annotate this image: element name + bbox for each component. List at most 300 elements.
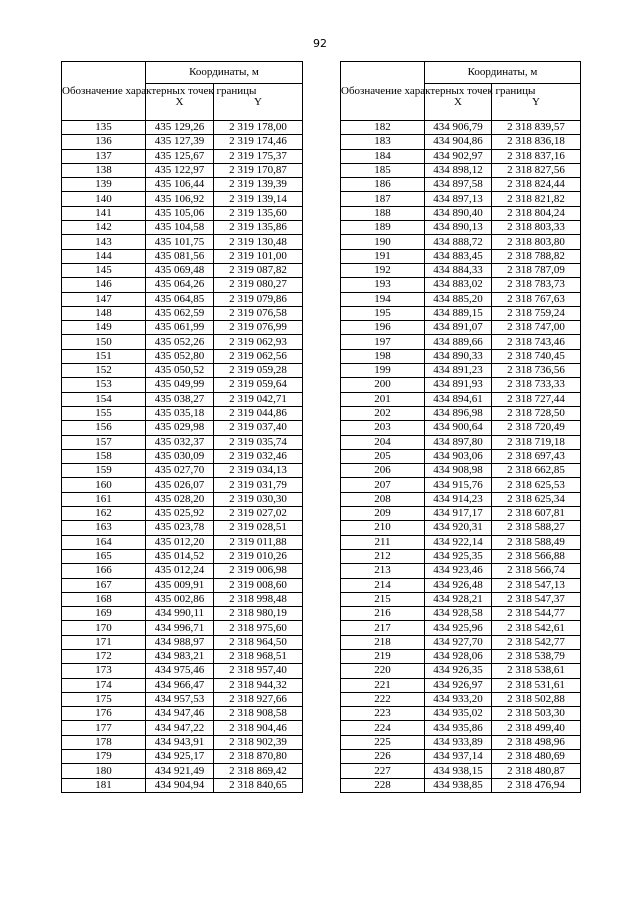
y-coordinate-cell: 2 318 480,69	[492, 750, 581, 764]
point-number-cell: 178	[62, 735, 146, 749]
point-number-cell: 136	[62, 135, 146, 149]
y-coordinate-cell: 2 318 804,24	[492, 206, 581, 220]
x-coordinate-cell: 434 933,89	[425, 735, 492, 749]
point-number-cell: 171	[62, 635, 146, 649]
point-number-cell: 150	[62, 335, 146, 349]
y-coordinate-cell: 2 319 087,82	[214, 263, 303, 277]
table-row	[341, 392, 581, 406]
coordinates-header: Координаты, м	[146, 62, 303, 84]
point-number-cell: 206	[341, 464, 425, 478]
table-row	[62, 578, 303, 592]
x-coordinate-cell: 435 028,20	[146, 492, 214, 506]
y-coordinate-cell: 2 318 566,88	[492, 549, 581, 563]
y-column-header: Y	[492, 84, 581, 121]
table-row	[341, 750, 581, 764]
y-coordinate-cell: 2 319 062,56	[214, 349, 303, 363]
table-row	[62, 764, 303, 778]
table-row	[341, 778, 581, 792]
point-number-cell: 211	[341, 535, 425, 549]
table-row	[341, 349, 581, 363]
table-row	[62, 121, 303, 135]
y-coordinate-cell: 2 319 139,39	[214, 178, 303, 192]
y-coordinate-cell: 2 319 042,71	[214, 392, 303, 406]
y-coordinate-cell: 2 318 840,65	[214, 778, 303, 792]
table-row	[341, 449, 581, 463]
x-coordinate-cell: 434 890,13	[425, 221, 492, 235]
x-coordinate-cell: 435 002,86	[146, 592, 214, 606]
table-row	[341, 121, 581, 135]
y-coordinate-cell: 2 319 059,64	[214, 378, 303, 392]
point-number-cell: 142	[62, 221, 146, 235]
point-number-cell: 220	[341, 664, 425, 678]
x-coordinate-cell: 434 966,47	[146, 678, 214, 692]
x-coordinate-cell: 434 937,14	[425, 750, 492, 764]
point-number-cell: 222	[341, 692, 425, 706]
table-row	[341, 578, 581, 592]
y-coordinate-cell: 2 318 803,33	[492, 221, 581, 235]
point-number-cell: 217	[341, 621, 425, 635]
point-number-cell: 227	[341, 764, 425, 778]
point-number-cell: 139	[62, 178, 146, 192]
x-coordinate-cell: 435 129,26	[146, 121, 214, 135]
x-coordinate-cell: 434 928,58	[425, 607, 492, 621]
y-coordinate-cell: 2 318 904,46	[214, 721, 303, 735]
x-coordinate-cell: 434 988,97	[146, 635, 214, 649]
y-coordinate-cell: 2 319 008,60	[214, 578, 303, 592]
table-row	[341, 521, 581, 535]
y-coordinate-cell: 2 318 476,94	[492, 778, 581, 792]
y-coordinate-cell: 2 318 968,51	[214, 649, 303, 663]
x-coordinate-cell: 434 933,20	[425, 692, 492, 706]
point-number-cell: 193	[341, 278, 425, 292]
x-coordinate-cell: 434 921,49	[146, 764, 214, 778]
point-number-cell: 183	[341, 135, 425, 149]
table-row	[341, 721, 581, 735]
x-coordinate-cell: 434 938,85	[425, 778, 492, 792]
table-row	[62, 249, 303, 263]
y-coordinate-cell: 2 319 170,87	[214, 163, 303, 177]
y-coordinate-cell: 2 319 135,60	[214, 206, 303, 220]
point-number-cell: 208	[341, 492, 425, 506]
point-number-cell: 186	[341, 178, 425, 192]
point-number-cell: 149	[62, 321, 146, 335]
point-number-cell: 192	[341, 263, 425, 277]
x-coordinate-cell: 435 049,99	[146, 378, 214, 392]
x-coordinate-cell: 434 925,96	[425, 621, 492, 635]
point-number-cell: 172	[62, 649, 146, 663]
table-row	[62, 692, 303, 706]
point-number-cell: 194	[341, 292, 425, 306]
y-coordinate-cell: 2 318 783,73	[492, 278, 581, 292]
x-coordinate-cell: 434 923,46	[425, 564, 492, 578]
table-row	[62, 278, 303, 292]
point-number-cell: 137	[62, 149, 146, 163]
point-number-cell: 207	[341, 478, 425, 492]
point-number-cell: 180	[62, 764, 146, 778]
table-row	[341, 478, 581, 492]
x-coordinate-cell: 434 990,11	[146, 607, 214, 621]
x-coordinate-cell: 435 014,52	[146, 549, 214, 563]
y-coordinate-cell: 2 318 980,19	[214, 607, 303, 621]
y-coordinate-cell: 2 318 480,87	[492, 764, 581, 778]
x-coordinate-cell: 435 101,75	[146, 235, 214, 249]
point-number-cell: 184	[341, 149, 425, 163]
y-coordinate-cell: 2 318 736,56	[492, 364, 581, 378]
y-coordinate-cell: 2 318 697,43	[492, 449, 581, 463]
point-number-cell: 143	[62, 235, 146, 249]
point-number-cell: 213	[341, 564, 425, 578]
point-number-cell: 135	[62, 121, 146, 135]
x-coordinate-cell: 434 917,17	[425, 507, 492, 521]
y-coordinate-cell: 2 319 079,86	[214, 292, 303, 306]
y-coordinate-cell: 2 318 788,82	[492, 249, 581, 263]
y-coordinate-cell: 2 318 944,32	[214, 678, 303, 692]
coordinates-header: Координаты, м	[425, 62, 581, 84]
y-coordinate-cell: 2 318 588,49	[492, 535, 581, 549]
x-coordinate-cell: 434 925,35	[425, 549, 492, 563]
table-row	[341, 235, 581, 249]
table-row	[62, 263, 303, 277]
y-coordinate-cell: 2 319 178,00	[214, 121, 303, 135]
x-coordinate-cell: 435 038,27	[146, 392, 214, 406]
y-coordinate-cell: 2 318 625,34	[492, 492, 581, 506]
table-row	[62, 635, 303, 649]
y-coordinate-cell: 2 318 787,09	[492, 263, 581, 277]
x-coordinate-cell: 434 926,48	[425, 578, 492, 592]
table-row	[62, 735, 303, 749]
x-coordinate-cell: 435 061,99	[146, 321, 214, 335]
point-number-cell: 144	[62, 249, 146, 263]
x-coordinate-cell: 435 106,92	[146, 192, 214, 206]
table-row	[62, 750, 303, 764]
x-coordinate-cell: 434 996,71	[146, 621, 214, 635]
y-coordinate-cell: 2 318 767,63	[492, 292, 581, 306]
point-number-cell: 152	[62, 364, 146, 378]
y-coordinate-cell: 2 319 010,26	[214, 549, 303, 563]
y-coordinate-cell: 2 318 908,58	[214, 707, 303, 721]
x-coordinate-cell: 435 052,26	[146, 335, 214, 349]
table-row	[62, 607, 303, 621]
point-number-cell: 156	[62, 421, 146, 435]
y-coordinate-cell: 2 319 130,48	[214, 235, 303, 249]
table-row	[341, 421, 581, 435]
table-row	[62, 464, 303, 478]
point-number-cell: 204	[341, 435, 425, 449]
point-number-cell: 167	[62, 578, 146, 592]
x-coordinate-cell: 435 012,24	[146, 564, 214, 578]
y-coordinate-cell: 2 318 727,44	[492, 392, 581, 406]
table-row	[62, 778, 303, 792]
x-coordinate-cell: 434 888,72	[425, 235, 492, 249]
point-number-cell: 195	[341, 306, 425, 320]
point-number-cell: 198	[341, 349, 425, 363]
table-row	[341, 592, 581, 606]
point-number-cell: 191	[341, 249, 425, 263]
table-body-left	[62, 121, 303, 793]
point-number-cell: 155	[62, 406, 146, 420]
table-row	[62, 664, 303, 678]
table-row	[62, 378, 303, 392]
point-number-cell: 163	[62, 521, 146, 535]
x-coordinate-cell: 434 947,46	[146, 707, 214, 721]
point-number-cell: 153	[62, 378, 146, 392]
point-number-cell: 164	[62, 535, 146, 549]
y-coordinate-cell: 2 318 542,77	[492, 635, 581, 649]
y-coordinate-cell: 2 319 139,14	[214, 192, 303, 206]
x-coordinate-cell: 435 027,70	[146, 464, 214, 478]
x-coordinate-cell: 435 064,85	[146, 292, 214, 306]
table-row	[341, 406, 581, 420]
table-row	[341, 707, 581, 721]
point-designation-header: Обозначение характерных точек границы	[62, 62, 146, 121]
table-row	[62, 535, 303, 549]
point-number-cell: 179	[62, 750, 146, 764]
table-row	[62, 592, 303, 606]
y-coordinate-cell: 2 318 503,30	[492, 707, 581, 721]
y-coordinate-cell: 2 318 531,61	[492, 678, 581, 692]
table-row	[341, 292, 581, 306]
x-coordinate-cell: 434 957,53	[146, 692, 214, 706]
table-row	[62, 192, 303, 206]
x-coordinate-cell: 434 935,86	[425, 721, 492, 735]
point-number-cell: 158	[62, 449, 146, 463]
x-coordinate-cell: 434 975,46	[146, 664, 214, 678]
table-row	[62, 449, 303, 463]
x-coordinate-cell: 434 889,15	[425, 306, 492, 320]
table-row	[341, 649, 581, 663]
point-number-cell: 216	[341, 607, 425, 621]
y-coordinate-cell: 2 319 080,27	[214, 278, 303, 292]
table-row	[62, 349, 303, 363]
table-row	[62, 707, 303, 721]
y-coordinate-cell: 2 319 028,51	[214, 521, 303, 535]
table-row	[341, 149, 581, 163]
point-number-cell: 168	[62, 592, 146, 606]
table-row	[341, 507, 581, 521]
y-coordinate-cell: 2 319 044,86	[214, 406, 303, 420]
table-row	[62, 163, 303, 177]
point-number-cell: 214	[341, 578, 425, 592]
y-coordinate-cell: 2 318 566,74	[492, 564, 581, 578]
x-coordinate-cell: 434 915,76	[425, 478, 492, 492]
y-coordinate-cell: 2 319 076,58	[214, 306, 303, 320]
y-coordinate-cell: 2 319 034,13	[214, 464, 303, 478]
coordinates-table-right	[340, 61, 581, 793]
y-coordinate-cell: 2 318 607,81	[492, 507, 581, 521]
point-number-cell: 160	[62, 478, 146, 492]
y-coordinate-cell: 2 318 821,82	[492, 192, 581, 206]
table-row	[62, 321, 303, 335]
table-row	[62, 564, 303, 578]
y-coordinate-cell: 2 318 964,50	[214, 635, 303, 649]
table-row	[341, 335, 581, 349]
point-number-cell: 197	[341, 335, 425, 349]
y-coordinate-cell: 2 319 174,46	[214, 135, 303, 149]
x-coordinate-cell: 434 890,40	[425, 206, 492, 220]
y-coordinate-cell: 2 318 747,00	[492, 321, 581, 335]
table-row	[341, 192, 581, 206]
point-designation-header: Обозначение характерных точек границы	[341, 62, 425, 121]
point-number-cell: 148	[62, 306, 146, 320]
y-coordinate-cell: 2 318 547,37	[492, 592, 581, 606]
table-row	[341, 163, 581, 177]
table-row	[62, 306, 303, 320]
table-row	[341, 678, 581, 692]
y-coordinate-cell: 2 319 059,28	[214, 364, 303, 378]
x-coordinate-cell: 434 891,93	[425, 378, 492, 392]
table-row	[62, 335, 303, 349]
point-number-cell: 157	[62, 435, 146, 449]
y-coordinate-cell: 2 319 076,99	[214, 321, 303, 335]
table-row	[62, 678, 303, 692]
y-coordinate-cell: 2 319 175,37	[214, 149, 303, 163]
point-number-cell: 226	[341, 750, 425, 764]
table-row	[341, 135, 581, 149]
point-number-cell: 175	[62, 692, 146, 706]
y-coordinate-cell: 2 318 743,46	[492, 335, 581, 349]
y-coordinate-cell: 2 318 544,77	[492, 607, 581, 621]
y-coordinate-cell: 2 318 836,18	[492, 135, 581, 149]
x-coordinate-cell: 435 035,18	[146, 406, 214, 420]
x-coordinate-cell: 434 890,33	[425, 349, 492, 363]
y-coordinate-cell: 2 318 625,53	[492, 478, 581, 492]
table-row	[341, 621, 581, 635]
x-coordinate-cell: 435 104,58	[146, 221, 214, 235]
point-number-cell: 173	[62, 664, 146, 678]
table-row	[341, 535, 581, 549]
x-coordinate-cell: 434 903,06	[425, 449, 492, 463]
point-number-cell: 140	[62, 192, 146, 206]
point-number-cell: 189	[341, 221, 425, 235]
x-coordinate-cell: 435 023,78	[146, 521, 214, 535]
table-row	[62, 507, 303, 521]
point-number-cell: 169	[62, 607, 146, 621]
x-coordinate-cell: 434 928,21	[425, 592, 492, 606]
table-row	[341, 735, 581, 749]
x-coordinate-cell: 434 891,07	[425, 321, 492, 335]
y-coordinate-cell: 2 318 870,80	[214, 750, 303, 764]
x-coordinate-cell: 435 052,80	[146, 349, 214, 363]
x-coordinate-cell: 434 897,13	[425, 192, 492, 206]
table-row	[341, 635, 581, 649]
x-coordinate-cell: 434 908,98	[425, 464, 492, 478]
point-number-cell: 170	[62, 621, 146, 635]
table-row	[62, 206, 303, 220]
point-number-cell: 177	[62, 721, 146, 735]
coordinates-table-left	[61, 61, 303, 793]
table-row	[62, 492, 303, 506]
table-row	[341, 378, 581, 392]
x-coordinate-cell: 434 914,23	[425, 492, 492, 506]
table-row	[341, 435, 581, 449]
y-coordinate-cell: 2 318 538,79	[492, 649, 581, 663]
point-number-cell: 212	[341, 549, 425, 563]
x-coordinate-cell: 435 026,07	[146, 478, 214, 492]
point-number-cell: 154	[62, 392, 146, 406]
point-number-cell: 147	[62, 292, 146, 306]
y-coordinate-cell: 2 318 499,40	[492, 721, 581, 735]
table-row	[62, 478, 303, 492]
y-coordinate-cell: 2 318 538,61	[492, 664, 581, 678]
x-coordinate-cell: 435 105,06	[146, 206, 214, 220]
point-number-cell: 141	[62, 206, 146, 220]
x-coordinate-cell: 434 883,02	[425, 278, 492, 292]
table-row	[341, 664, 581, 678]
y-coordinate-cell: 2 319 037,40	[214, 421, 303, 435]
x-coordinate-cell: 434 906,79	[425, 121, 492, 135]
table-row	[341, 364, 581, 378]
y-coordinate-cell: 2 319 031,79	[214, 478, 303, 492]
point-number-cell: 176	[62, 707, 146, 721]
x-coordinate-cell: 435 029,98	[146, 421, 214, 435]
x-coordinate-cell: 434 943,91	[146, 735, 214, 749]
point-number-cell: 161	[62, 492, 146, 506]
x-coordinate-cell: 434 897,58	[425, 178, 492, 192]
point-number-cell: 188	[341, 206, 425, 220]
point-number-cell: 159	[62, 464, 146, 478]
table-row	[341, 249, 581, 263]
x-coordinate-cell: 434 896,98	[425, 406, 492, 420]
table-row	[62, 392, 303, 406]
point-number-cell: 225	[341, 735, 425, 749]
x-coordinate-cell: 435 025,92	[146, 507, 214, 521]
point-number-cell: 199	[341, 364, 425, 378]
table-row	[62, 721, 303, 735]
x-coordinate-cell: 435 125,67	[146, 149, 214, 163]
table-row	[341, 321, 581, 335]
point-number-cell: 174	[62, 678, 146, 692]
y-coordinate-cell: 2 318 827,56	[492, 163, 581, 177]
x-coordinate-cell: 435 032,37	[146, 435, 214, 449]
table-row	[62, 149, 303, 163]
point-number-cell: 224	[341, 721, 425, 735]
point-number-cell: 218	[341, 635, 425, 649]
point-number-cell: 187	[341, 192, 425, 206]
table-row	[62, 435, 303, 449]
table-row	[62, 364, 303, 378]
point-number-cell: 221	[341, 678, 425, 692]
x-coordinate-cell: 434 983,21	[146, 649, 214, 663]
x-column-header: X	[146, 84, 214, 121]
y-coordinate-cell: 2 318 824,44	[492, 178, 581, 192]
table-row	[341, 178, 581, 192]
x-coordinate-cell: 434 928,06	[425, 649, 492, 663]
table-row	[62, 549, 303, 563]
point-number-cell: 200	[341, 378, 425, 392]
point-number-cell: 228	[341, 778, 425, 792]
y-coordinate-cell: 2 318 998,48	[214, 592, 303, 606]
y-coordinate-cell: 2 318 957,40	[214, 664, 303, 678]
table-row	[62, 521, 303, 535]
y-coordinate-cell: 2 318 869,42	[214, 764, 303, 778]
page-number: 92	[313, 37, 327, 50]
table-row	[62, 406, 303, 420]
y-column-header: Y	[214, 84, 303, 121]
point-number-cell: 203	[341, 421, 425, 435]
point-number-cell: 146	[62, 278, 146, 292]
x-coordinate-cell: 435 009,91	[146, 578, 214, 592]
point-number-cell: 162	[62, 507, 146, 521]
y-coordinate-cell: 2 318 837,16	[492, 149, 581, 163]
point-number-cell: 145	[62, 263, 146, 277]
point-number-cell: 165	[62, 549, 146, 563]
y-coordinate-cell: 2 319 032,46	[214, 449, 303, 463]
table-row	[341, 221, 581, 235]
x-coordinate-cell: 435 122,97	[146, 163, 214, 177]
table-row	[62, 235, 303, 249]
x-coordinate-cell: 435 064,26	[146, 278, 214, 292]
x-coordinate-cell: 434 902,97	[425, 149, 492, 163]
